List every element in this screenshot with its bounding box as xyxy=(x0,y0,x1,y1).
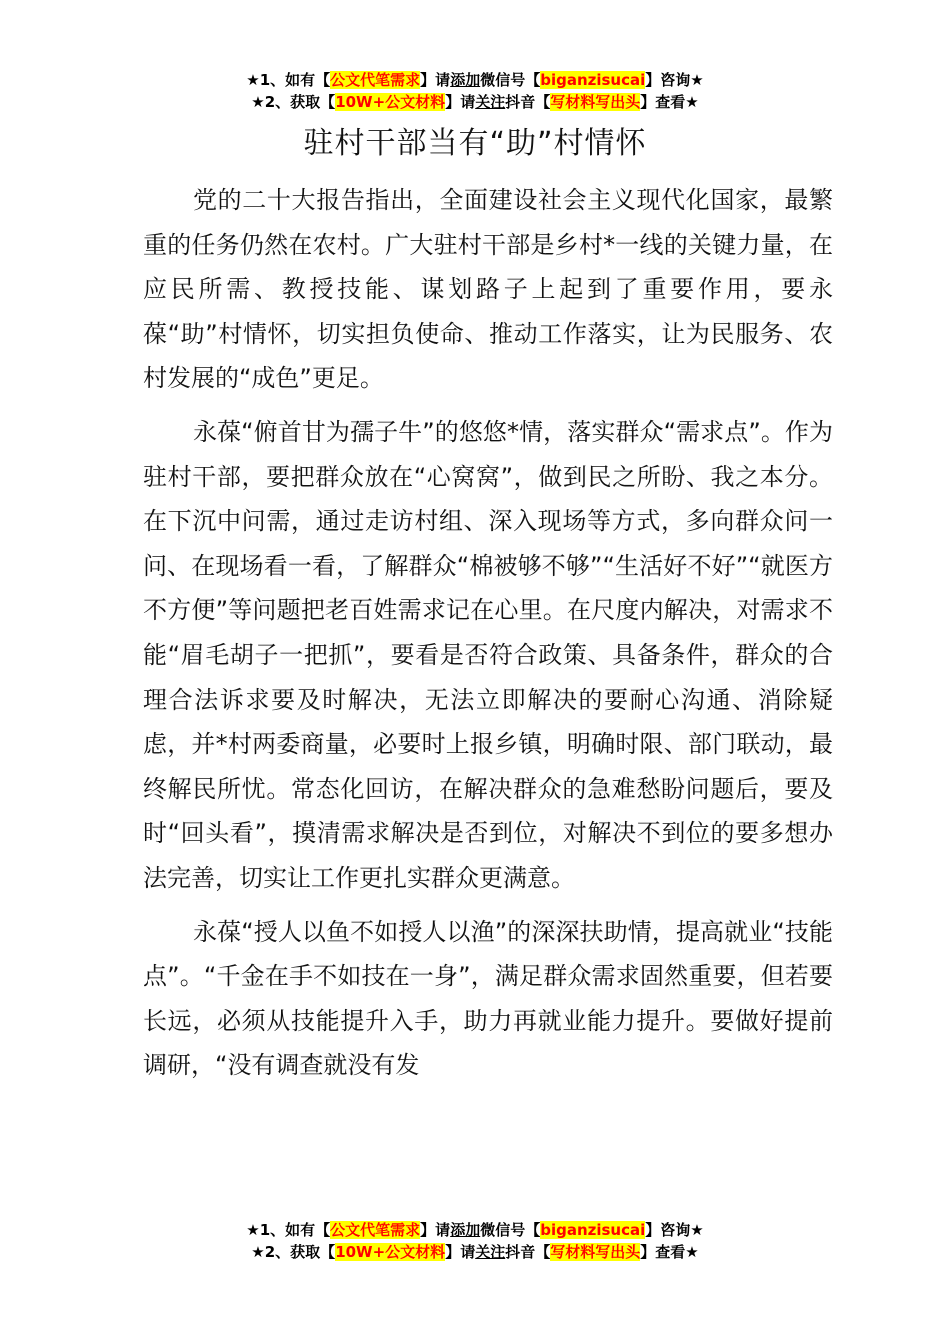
banner-text: 关注 xyxy=(475,93,506,111)
banner-text: 】咨询★ xyxy=(645,1221,704,1239)
banner-text: 微信号【 xyxy=(480,71,541,89)
banner-line-2 xyxy=(0,91,950,113)
banner-text: ★1、如有【 xyxy=(246,1221,331,1239)
banner-line-1 xyxy=(0,1219,950,1241)
banner-text: 】请 xyxy=(445,93,476,111)
banner-text: 抖音【 xyxy=(505,1243,551,1261)
banner-text: 】请 xyxy=(420,71,451,89)
highlight-wechat-id: biganzisucai xyxy=(540,71,646,89)
banner-text: 】咨询★ xyxy=(645,71,704,89)
banner-text: 添加 xyxy=(450,1221,481,1239)
banner-text: 】查看★ xyxy=(640,1243,699,1261)
banner-text: ★2、获取【 xyxy=(251,1243,336,1261)
banner-text: 添加 xyxy=(450,71,481,89)
banner-text: 抖音【 xyxy=(505,93,551,111)
paragraph: 永葆“俯首甘为孺子牛”的悠悠*情，落实群众“需求点”。作为驻村干部，要把群众放在“心窝窝”，做到民之所盼、我之本分。在下沉中问需，通过走访村组、深入现场等方式，多向群众问一问、在现场看一看，了解群众“棉被够不够”“生活好不好”“就医方不方便”等问题把老百姓需求记在心里。在尺度内解决，对需求不能“眉毛胡子一把抓”，要看是否符合政策、具备条件，群众的合理合法诉求要及时解决，无法立即解决的要耐心沟通、消除疑虑，并*村两委商量，必要时上报乡镇，明确时限、部门联动，最终解民所忧。常态化回访，在解决群众的急难愁盼问题后，要及时“回头看”，摸清需求解决是否到位，对解决不到位的要多想办法完善，切实让工作更扎实群众更满意。 xyxy=(143,417,833,892)
highlight-writing-service: 公文代笔需求 xyxy=(330,71,421,89)
highlight-wechat-id: biganzisucai xyxy=(540,1221,646,1239)
highlight-douyin-account: 写材料写出头 xyxy=(550,1243,641,1261)
header-banner xyxy=(0,69,950,113)
banner-text: ★1、如有【 xyxy=(246,71,331,89)
paragraph: 永葆“授人以鱼不如授人以渔”的深深扶助情，提高就业“技能点”。“千金在手不如技在一身”，满足群众需求固然重要，但若要长远，必须从技能提升入手，助力再就业能力提升。要做好提前调研，“没有调查就没有发 xyxy=(143,917,833,1080)
banner-text: 】查看★ xyxy=(640,93,699,111)
banner-text: 微信号【 xyxy=(480,1221,541,1239)
banner-text: 关注 xyxy=(475,1243,506,1261)
banner-line-1 xyxy=(0,69,950,91)
highlight-douyin-account: 写材料写出头 xyxy=(550,93,641,111)
banner-line-2 xyxy=(0,1241,950,1263)
highlight-writing-service: 公文代笔需求 xyxy=(330,1221,421,1239)
highlight-materials: 10W+公文材料 xyxy=(335,1243,446,1261)
footer-banner xyxy=(0,1219,950,1263)
banner-text: 】请 xyxy=(445,1243,476,1261)
paragraph: 党的二十大报告指出，全面建设社会主义现代化国家，最繁重的任务仍然在农村。广大驻村干部是乡村*一线的关键力量，在应民所需、教授技能、谋划路子上起到了重要作用，要永葆“助”村情怀，切实担负使命、推动工作落实，让为民服务、农村发展的“成色”更足。 xyxy=(143,186,833,393)
document-body xyxy=(143,178,833,1097)
banner-text: 】请 xyxy=(420,1221,451,1239)
highlight-materials: 10W+公文材料 xyxy=(335,93,446,111)
document-title: 驻村干部当有“助”村情怀 xyxy=(303,126,647,161)
banner-text: ★2、获取【 xyxy=(251,93,336,111)
